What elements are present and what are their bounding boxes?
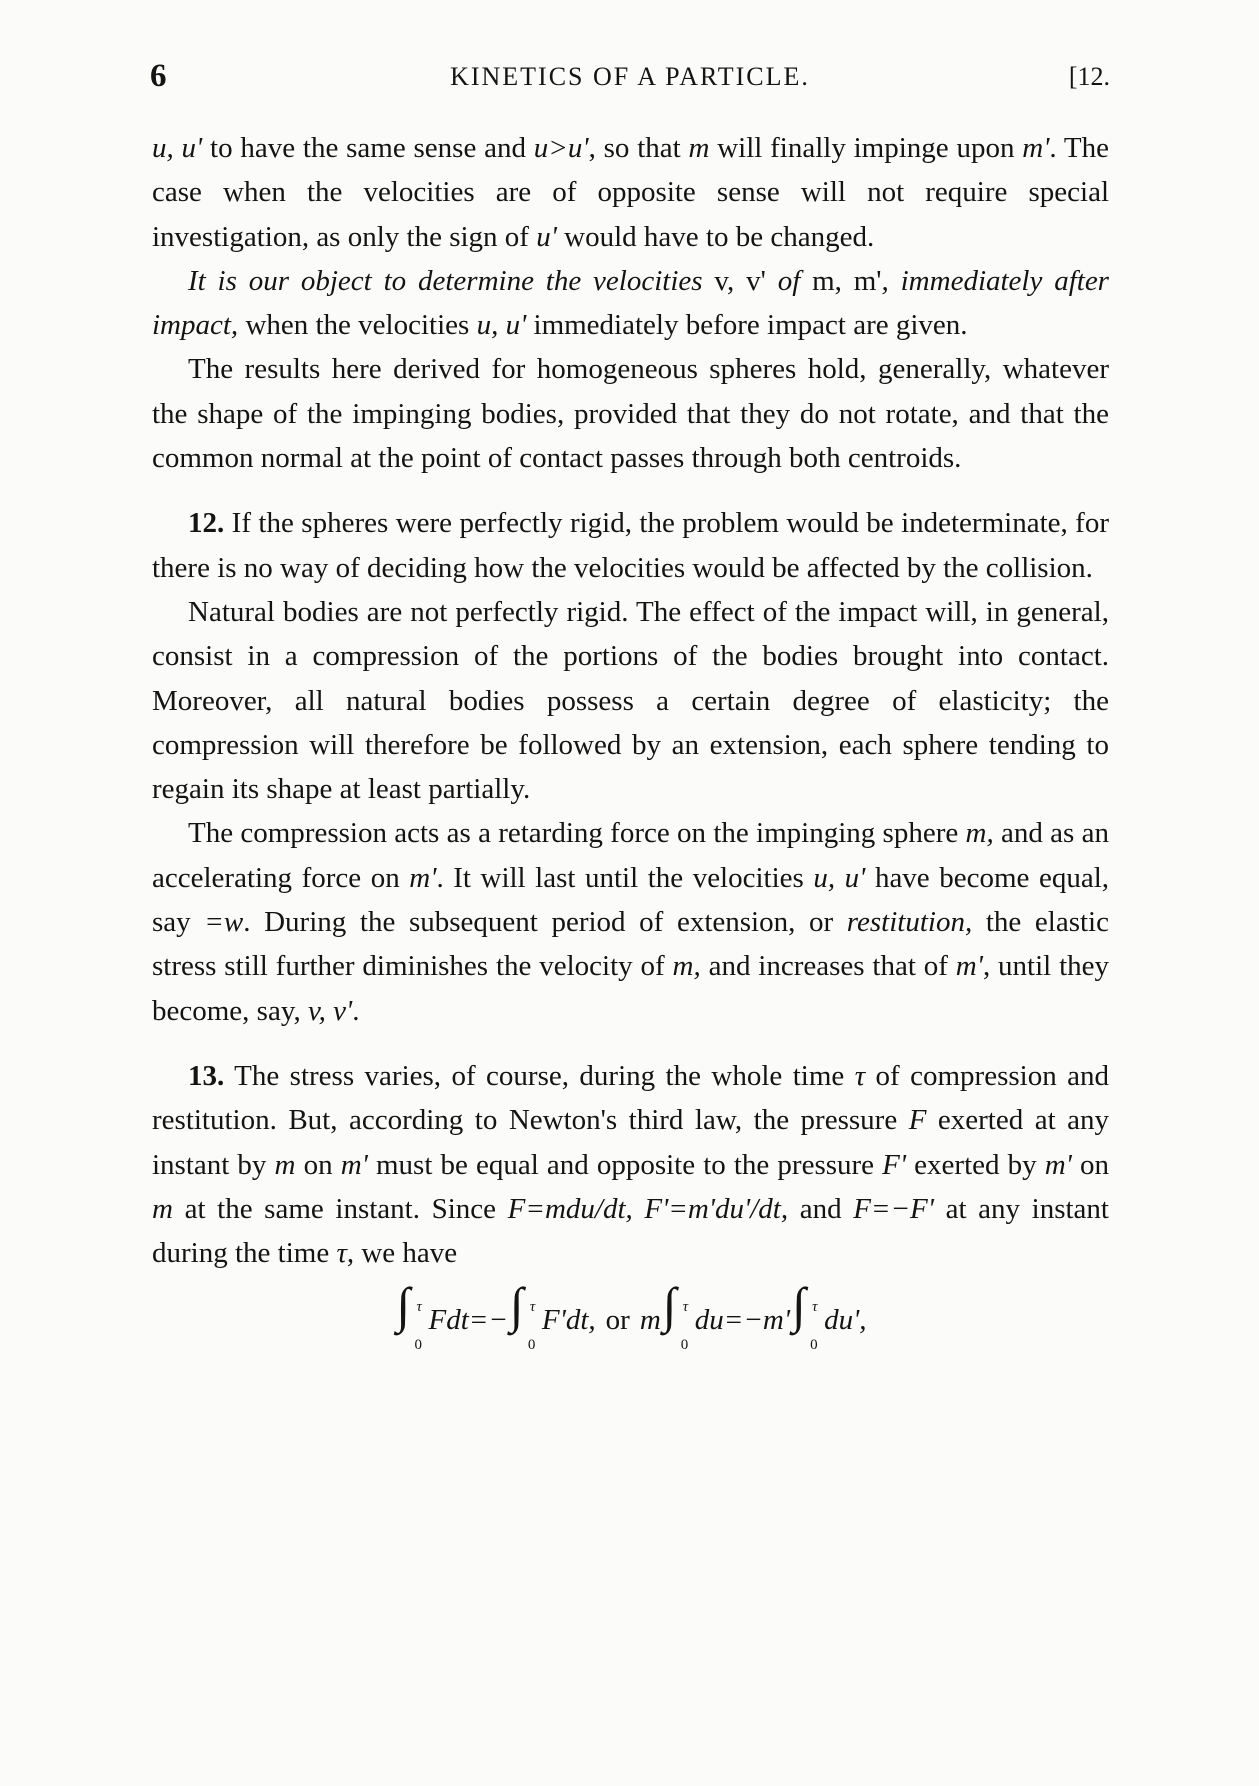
- page-number: 6: [150, 58, 167, 94]
- paragraph-continued: u, u' to have the same sense and u>u', so that m will finally impinge upon m'. The case when the velocities are of opposite sense will not require special investigation, as only the sign of u' would have to be changed.: [152, 132, 1110, 253]
- page-body: [152, 126, 1110, 1354]
- paragraph-natural-bodies: Natural bodies are not perfectly rigid. The effect of the impact will, in general, consist in a compression of the portions of the bodies brought into contact. Moreover, all natural bodies possess a certain degree of elasticity; the compression will therefore be followed by an extension, each sphere tending to regain its shape at least partially.: [152, 595, 1109, 806]
- paragraph-object: It is our object to determine the velocities v, v' of m, m', immediately after impact, when the velocities u, u' immediately before impact are given.: [152, 264, 1109, 342]
- integral-sign: ∫ τ 0: [396, 1277, 422, 1354]
- impulse-equation: ∫ τ 0 Fdt=− ∫ τ 0 F'dt, or m ∫ τ 0 du=−m' ∫ τ 0 du',: [396, 1277, 867, 1354]
- page-header: [150, 58, 1110, 98]
- integral-sign: ∫ τ 0: [509, 1277, 536, 1354]
- paragraph-compression: The compression acts as a retarding force on the impinging sphere m, and as an accelerating force on m'. It will last until the velocities u, u' have become equal, say =w. During the subsequent period of extension, or restitution, the elastic stress still further diminishes the velocity of m, and increases that of m', until they become, say, v, v'.: [152, 817, 1110, 1027]
- section-number-13: 13.: [188, 1059, 225, 1092]
- running-title: KINETICS OF A PARTICLE.: [450, 62, 810, 91]
- paragraph-section-13: 13. The stress varies, of course, during the whole time τ of compression and restitution. But, according to Newton's third law, the pressure F exerted at any instant by m on m' must be equal and opposite to the pressure F' exerted by m' on m at the same instant. Since F=mdu/dt, F'=m'du'/dt, and F=−F' at any instant during the time τ, we have: [152, 1059, 1110, 1270]
- paragraph-results: The results here derived for homogeneous spheres hold, generally, whatever the shape of the impinging bodies, provided that they do not rotate, and that the common normal at the point of contact passes through both centroids.: [152, 353, 1109, 475]
- section-reference: [12.: [1068, 62, 1110, 91]
- paragraph-section-12: 12. If the spheres were perfectly rigid, the problem would be indeterminate, for there is no way of deciding how the velocities would be affected by the collision.: [152, 507, 1109, 584]
- section-number-12: 12.: [188, 507, 225, 540]
- integral-sign: ∫ τ 0: [792, 1277, 818, 1354]
- integral-sign: ∫ τ 0: [662, 1277, 689, 1354]
